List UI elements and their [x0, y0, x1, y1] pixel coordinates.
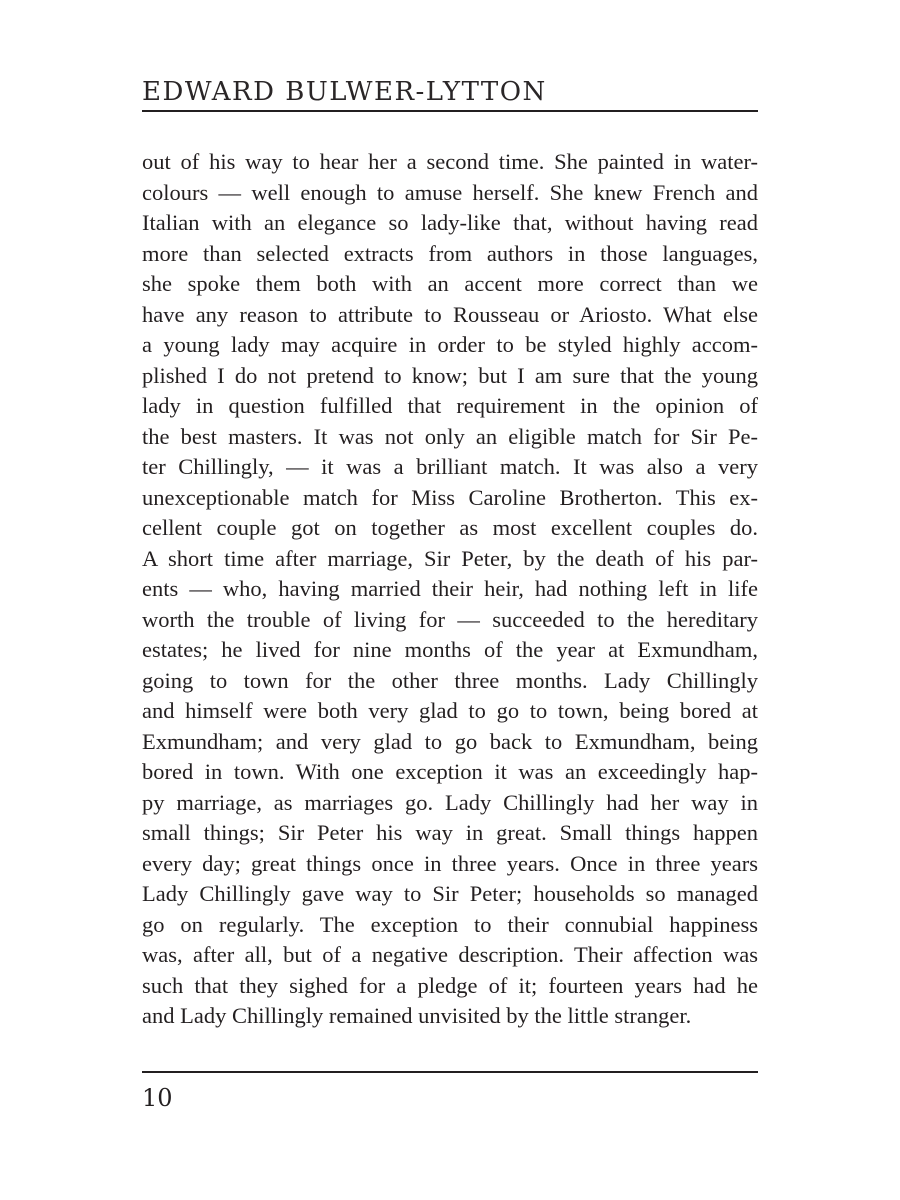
text-line: worth the trouble of living for — succeeded to the hereditary — [142, 606, 758, 632]
body-text — [142, 147, 758, 1032]
text-line: out of his way to hear her a second time. She painted in water- — [142, 149, 758, 174]
text-line: and Lady Chillingly remained unvisited by the little stranger. — [142, 1003, 692, 1028]
text-line: Exmundham; and very glad to go back to Exmundham, being — [142, 728, 758, 754]
text-line: plished I do not pretend to know; but I am sure that the young — [142, 362, 758, 388]
text-line: A short time after marriage, Sir Peter, by the death of his par- — [142, 545, 758, 571]
footer-rule — [142, 1071, 758, 1073]
text-line: she spoke them both with an accent more correct than we — [142, 271, 758, 296]
text-line: have any reason to attribute to Rousseau or Ariosto. What else — [142, 301, 758, 327]
text-line: small things; Sir Peter his way in great. Small things happen — [142, 820, 758, 845]
text-line: Lady Chillingly gave way to Sir Peter; households so managed — [142, 881, 758, 906]
text-line: ter Chillingly, — it was a brilliant match. It was also a very — [142, 454, 758, 479]
text-line: was, after all, but of a negative description. Their affection was — [142, 942, 758, 967]
text-line: lady in question fulfilled that requirement in the opinion of — [142, 393, 758, 418]
text-line: estates; he lived for nine months of the year at Exmundham, — [142, 637, 758, 662]
text-line: py marriage, as marriages go. Lady Chillingly had her way in — [142, 789, 758, 815]
text-line: the best masters. It was not only an eligible match for Sir Pe- — [142, 423, 758, 449]
text-line: Italian with an elegance so lady-like that, without having read — [142, 210, 758, 235]
text-line: and himself were both very glad to go to town, being bored at — [142, 698, 758, 723]
text-line: such that they sighed for a pledge of it; fourteen years had he — [142, 972, 758, 998]
text-line: more than selected extracts from authors in those languages, — [142, 240, 758, 266]
page-number: 10 — [142, 1084, 173, 1112]
text-line: go on regularly. The exception to their connubial happiness — [142, 911, 758, 937]
text-line: cellent couple got on together as most excellent couples do. — [142, 515, 758, 540]
text-line: going to town for the other three months. Lady Chillingly — [142, 667, 758, 693]
running-head: EDWARD BULWER-LYTTON — [142, 77, 547, 107]
text-line: bored in town. With one exception it was an exceedingly hap- — [142, 759, 758, 784]
text-line: a young lady may acquire in order to be styled highly accom- — [142, 332, 758, 357]
text-line: ents — who, having married their heir, had nothing left in life — [142, 576, 758, 601]
text-line: colours — well enough to amuse herself. She knew French and — [142, 179, 758, 205]
header-rule — [142, 110, 758, 112]
text-line: every day; great things once in three years. Once in three years — [142, 850, 758, 876]
text-line: unexceptionable match for Miss Caroline Brotherton. This ex- — [142, 484, 758, 510]
